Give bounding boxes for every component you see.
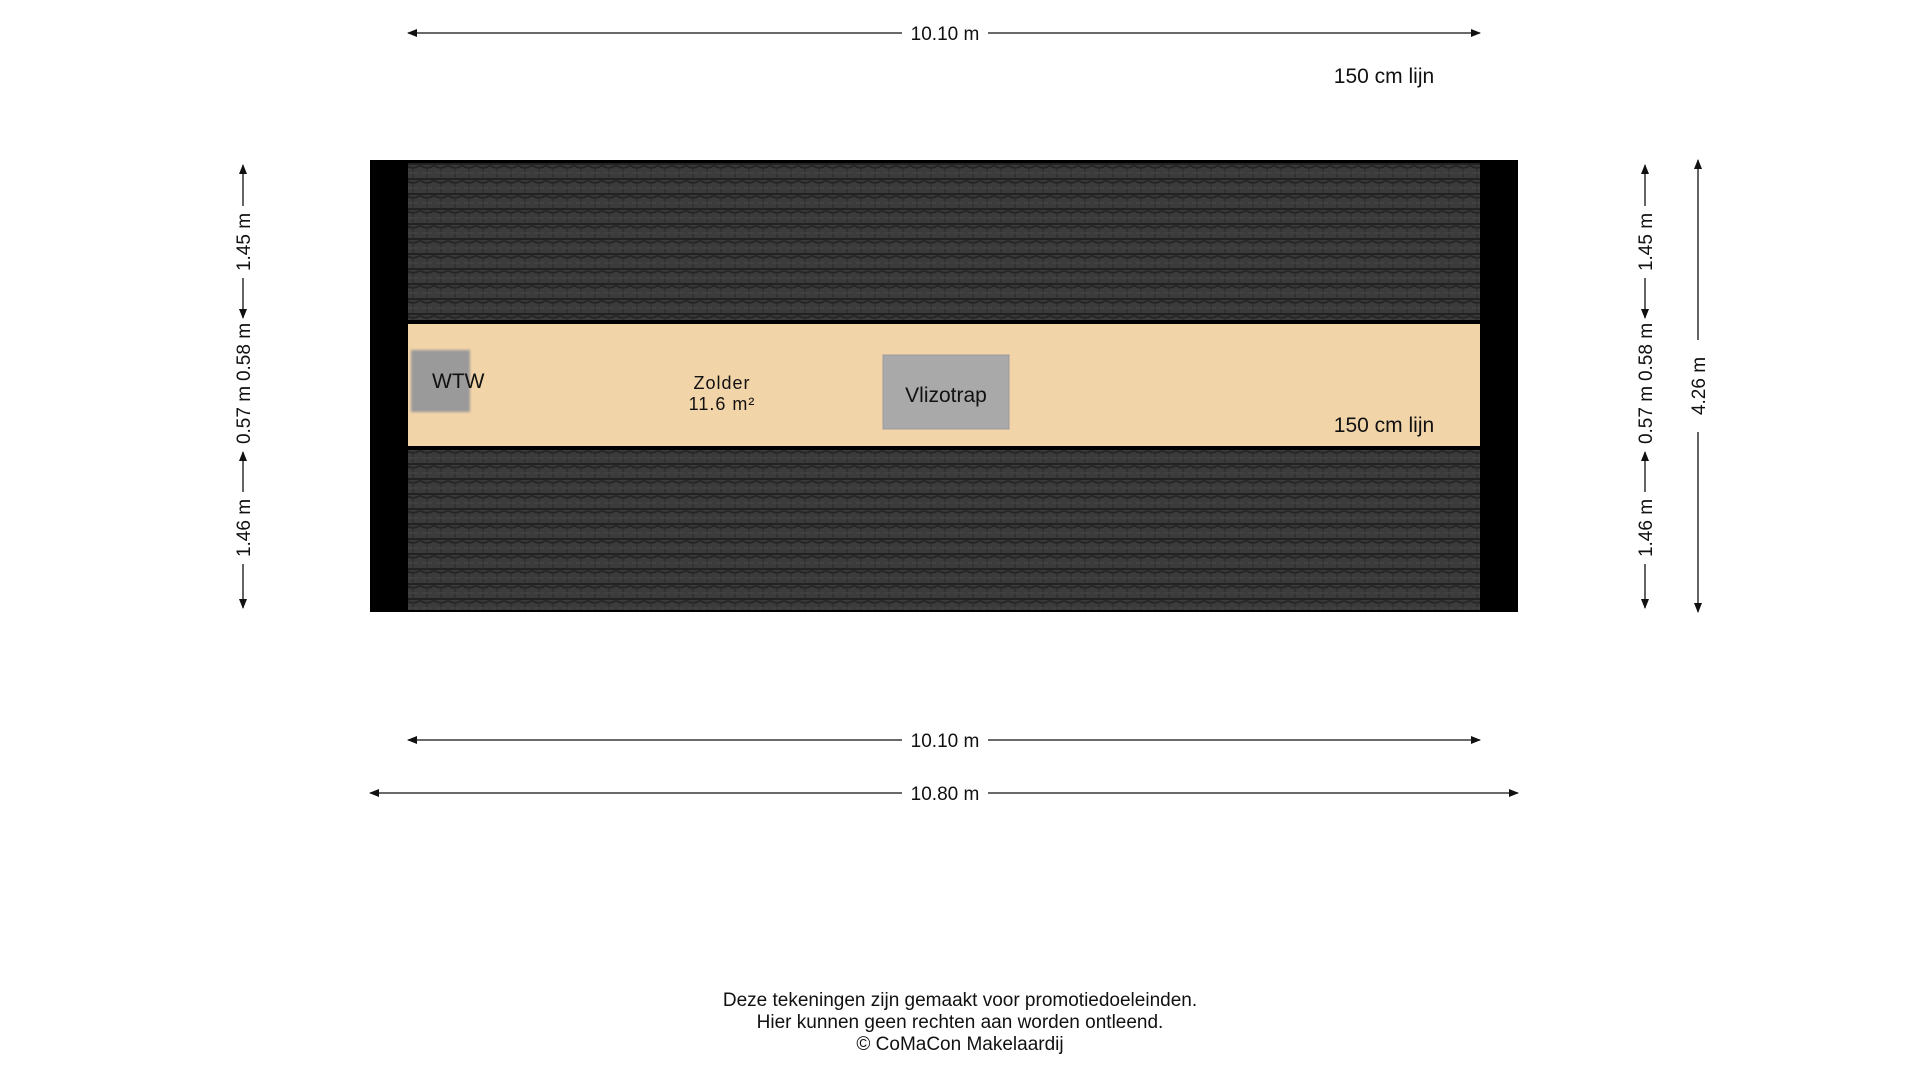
disclaimer-line-2: Hier kunnen geen rechten aan worden ontleend. [756, 1012, 1164, 1033]
roof-lower [408, 450, 1480, 610]
disclaimer-copyright: © CoMaCon Makelaardij [856, 1034, 1064, 1055]
line-note-top: 150 cm lijn [1333, 65, 1435, 88]
line-note-floor: 150 cm lijn [1333, 414, 1435, 437]
roof-upper [408, 163, 1480, 320]
dim-right-mid-a: 0.58 m [1636, 322, 1657, 382]
dim-right-total: 4.26 m [1689, 356, 1710, 416]
dim-right-mid-b: 0.57 m [1636, 385, 1657, 445]
dim-left-upper-roof: 1.45 m [234, 212, 255, 272]
wtw-label: WTW [432, 370, 485, 393]
room-name: Zolder [693, 373, 751, 393]
dim-bottom-outer-width: 10.80 m [910, 784, 980, 805]
dim-top-width: 10.10 m [910, 24, 980, 45]
dim-right-upper-roof: 1.45 m [1636, 212, 1657, 272]
dim-bottom-inner-width: 10.10 m [910, 731, 980, 752]
disclaimer [560, 990, 1360, 1056]
dim-right-lower-roof: 1.46 m [1636, 498, 1657, 558]
disclaimer-line-1: Deze tekeningen zijn gemaakt voor promotiedoeleinden. [722, 990, 1198, 1011]
dim-left-lower-roof: 1.46 m [234, 498, 255, 558]
left-gable-wall [370, 160, 408, 612]
dim-left-mid-b: 0.57 m [234, 385, 255, 445]
room-area: 11.6 m² [688, 394, 756, 414]
dim-left-mid-a: 0.58 m [234, 322, 255, 382]
loft-ladder-label: Vlizotrap [905, 384, 987, 407]
right-gable-wall [1480, 160, 1518, 612]
